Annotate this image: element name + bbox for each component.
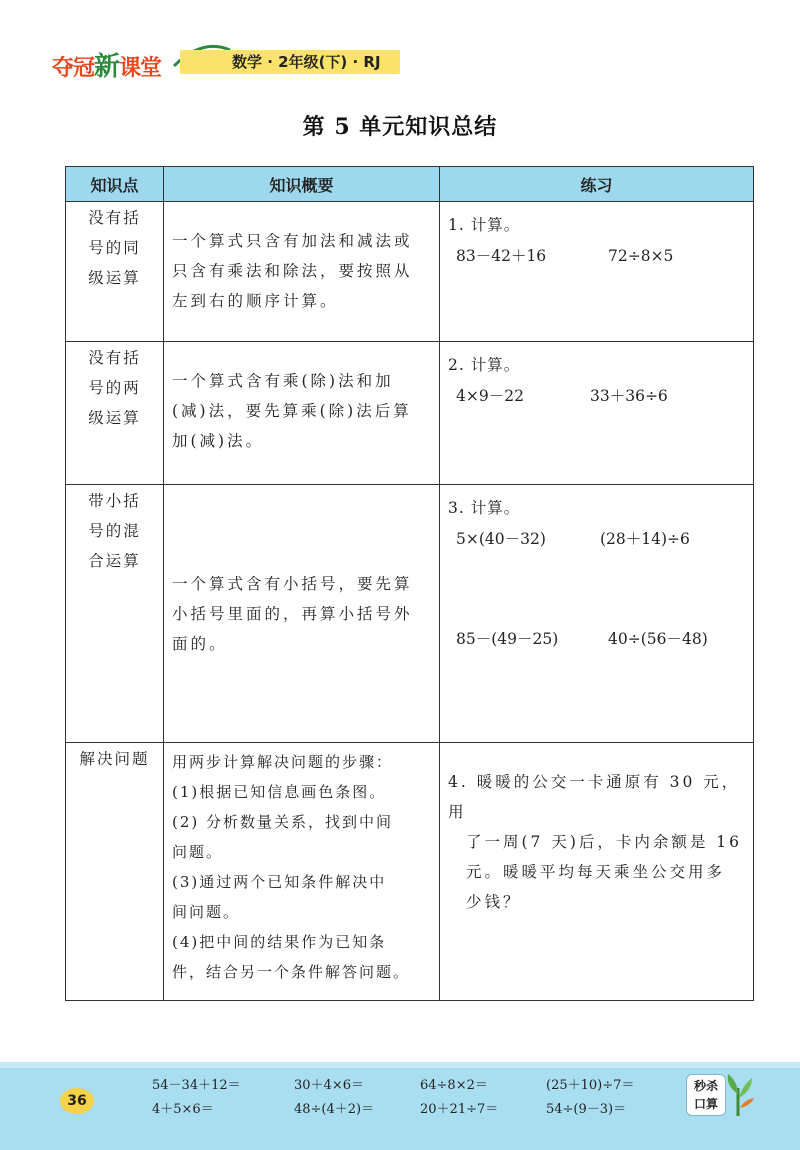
expression: 4×9－22 bbox=[456, 387, 524, 405]
header-practice: 练习 bbox=[440, 167, 754, 202]
footer-band bbox=[0, 1062, 800, 1150]
drill-column bbox=[294, 1074, 374, 1122]
mental-math-badge: 秒杀 口算 bbox=[686, 1074, 726, 1116]
drill-item: 48÷(4＋2)＝ bbox=[294, 1102, 375, 1117]
knowledge-point: 没有括 号的同 级运算 bbox=[66, 202, 164, 342]
expression: 83－42＋16 bbox=[456, 247, 547, 265]
table-row bbox=[66, 342, 754, 485]
drill-item: 4＋5×6＝ bbox=[152, 1102, 214, 1117]
knowledge-point: 解决问题 bbox=[66, 743, 164, 1001]
drill-item: 20＋21÷7＝ bbox=[420, 1102, 499, 1117]
expression-row bbox=[448, 242, 745, 270]
drill-item: 64÷8×2＝ bbox=[420, 1078, 488, 1093]
header-summary: 知识概要 bbox=[164, 167, 440, 202]
practice-cell bbox=[440, 743, 754, 1001]
expression: 40÷(56－48) bbox=[608, 630, 708, 648]
drill-column bbox=[546, 1074, 634, 1122]
brand-part1: 夺冠 bbox=[52, 56, 95, 81]
table-header-row bbox=[66, 167, 754, 202]
drill-item: 54－34＋12＝ bbox=[152, 1078, 241, 1093]
page-title: 第 5 单元知识总结 bbox=[302, 114, 498, 140]
practice-label: 1. 计算。 bbox=[448, 216, 521, 234]
expression: 5×(40－32) bbox=[456, 530, 546, 548]
expression: 85－(49－25) bbox=[456, 630, 559, 648]
knowledge-table bbox=[65, 166, 754, 1001]
brand-logo bbox=[52, 46, 161, 83]
page-number: 36 bbox=[60, 1088, 94, 1114]
knowledge-summary: 一个算式含有乘(除)法和加 (减)法，要先算乘(除)法后算 加(减)法。 bbox=[164, 342, 440, 485]
plant-icon bbox=[722, 1068, 756, 1118]
practice-cell bbox=[440, 202, 754, 342]
drill-item: 54÷(9－3)＝ bbox=[546, 1102, 627, 1117]
knowledge-point: 没有括 号的两 级运算 bbox=[66, 342, 164, 485]
expression: (28＋14)÷6 bbox=[600, 530, 690, 548]
table-row bbox=[66, 485, 754, 743]
word-problem: 4. 暖暖的公交一卡通原有 30 元，用 了一周(7 天)后，卡内余额是 16 元。暖暖平均每天乘坐公交用多 少钱？ bbox=[448, 773, 743, 911]
drill-item: (25＋10)÷7＝ bbox=[546, 1078, 635, 1093]
knowledge-point: 带小括 号的混 合运算 bbox=[66, 485, 164, 743]
brand-part3: 课堂 bbox=[119, 56, 162, 81]
table-row bbox=[66, 743, 754, 1001]
table-row bbox=[66, 202, 754, 342]
header-point: 知识点 bbox=[66, 167, 164, 202]
knowledge-summary: 用两步计算解决问题的步骤： (1)根据已知信息画色条图。 (2) 分析数量关系，找到中间 问题。 (3)通过两个已知条件解决中 间问题。 (4)把中间的结果作为已知条 件，结合另一个条件解答问题。 bbox=[164, 743, 440, 1001]
subject-tag: 数学 · 2年级(下) · RJ bbox=[180, 50, 400, 74]
expression-row bbox=[448, 525, 745, 553]
expression-row bbox=[448, 625, 745, 653]
drill-column bbox=[420, 1074, 498, 1122]
expression-row bbox=[448, 382, 745, 410]
brand-part2: 新 bbox=[94, 52, 120, 82]
drill-column bbox=[152, 1074, 241, 1122]
knowledge-summary: 一个算式只含有加法和减法或 只含有乘法和除法，要按照从 左到右的顺序计算。 bbox=[164, 202, 440, 342]
expression: 72÷8×5 bbox=[608, 247, 674, 265]
drill-item: 30＋4×6＝ bbox=[294, 1078, 364, 1093]
practice-cell bbox=[440, 485, 754, 743]
knowledge-summary: 一个算式含有小括号，要先算 小括号里面的，再算小括号外 面的。 bbox=[164, 485, 440, 743]
practice-cell bbox=[440, 342, 754, 485]
expression: 33＋36÷6 bbox=[590, 387, 668, 405]
practice-label: 3. 计算。 bbox=[448, 499, 521, 517]
practice-label: 2. 计算。 bbox=[448, 356, 521, 374]
